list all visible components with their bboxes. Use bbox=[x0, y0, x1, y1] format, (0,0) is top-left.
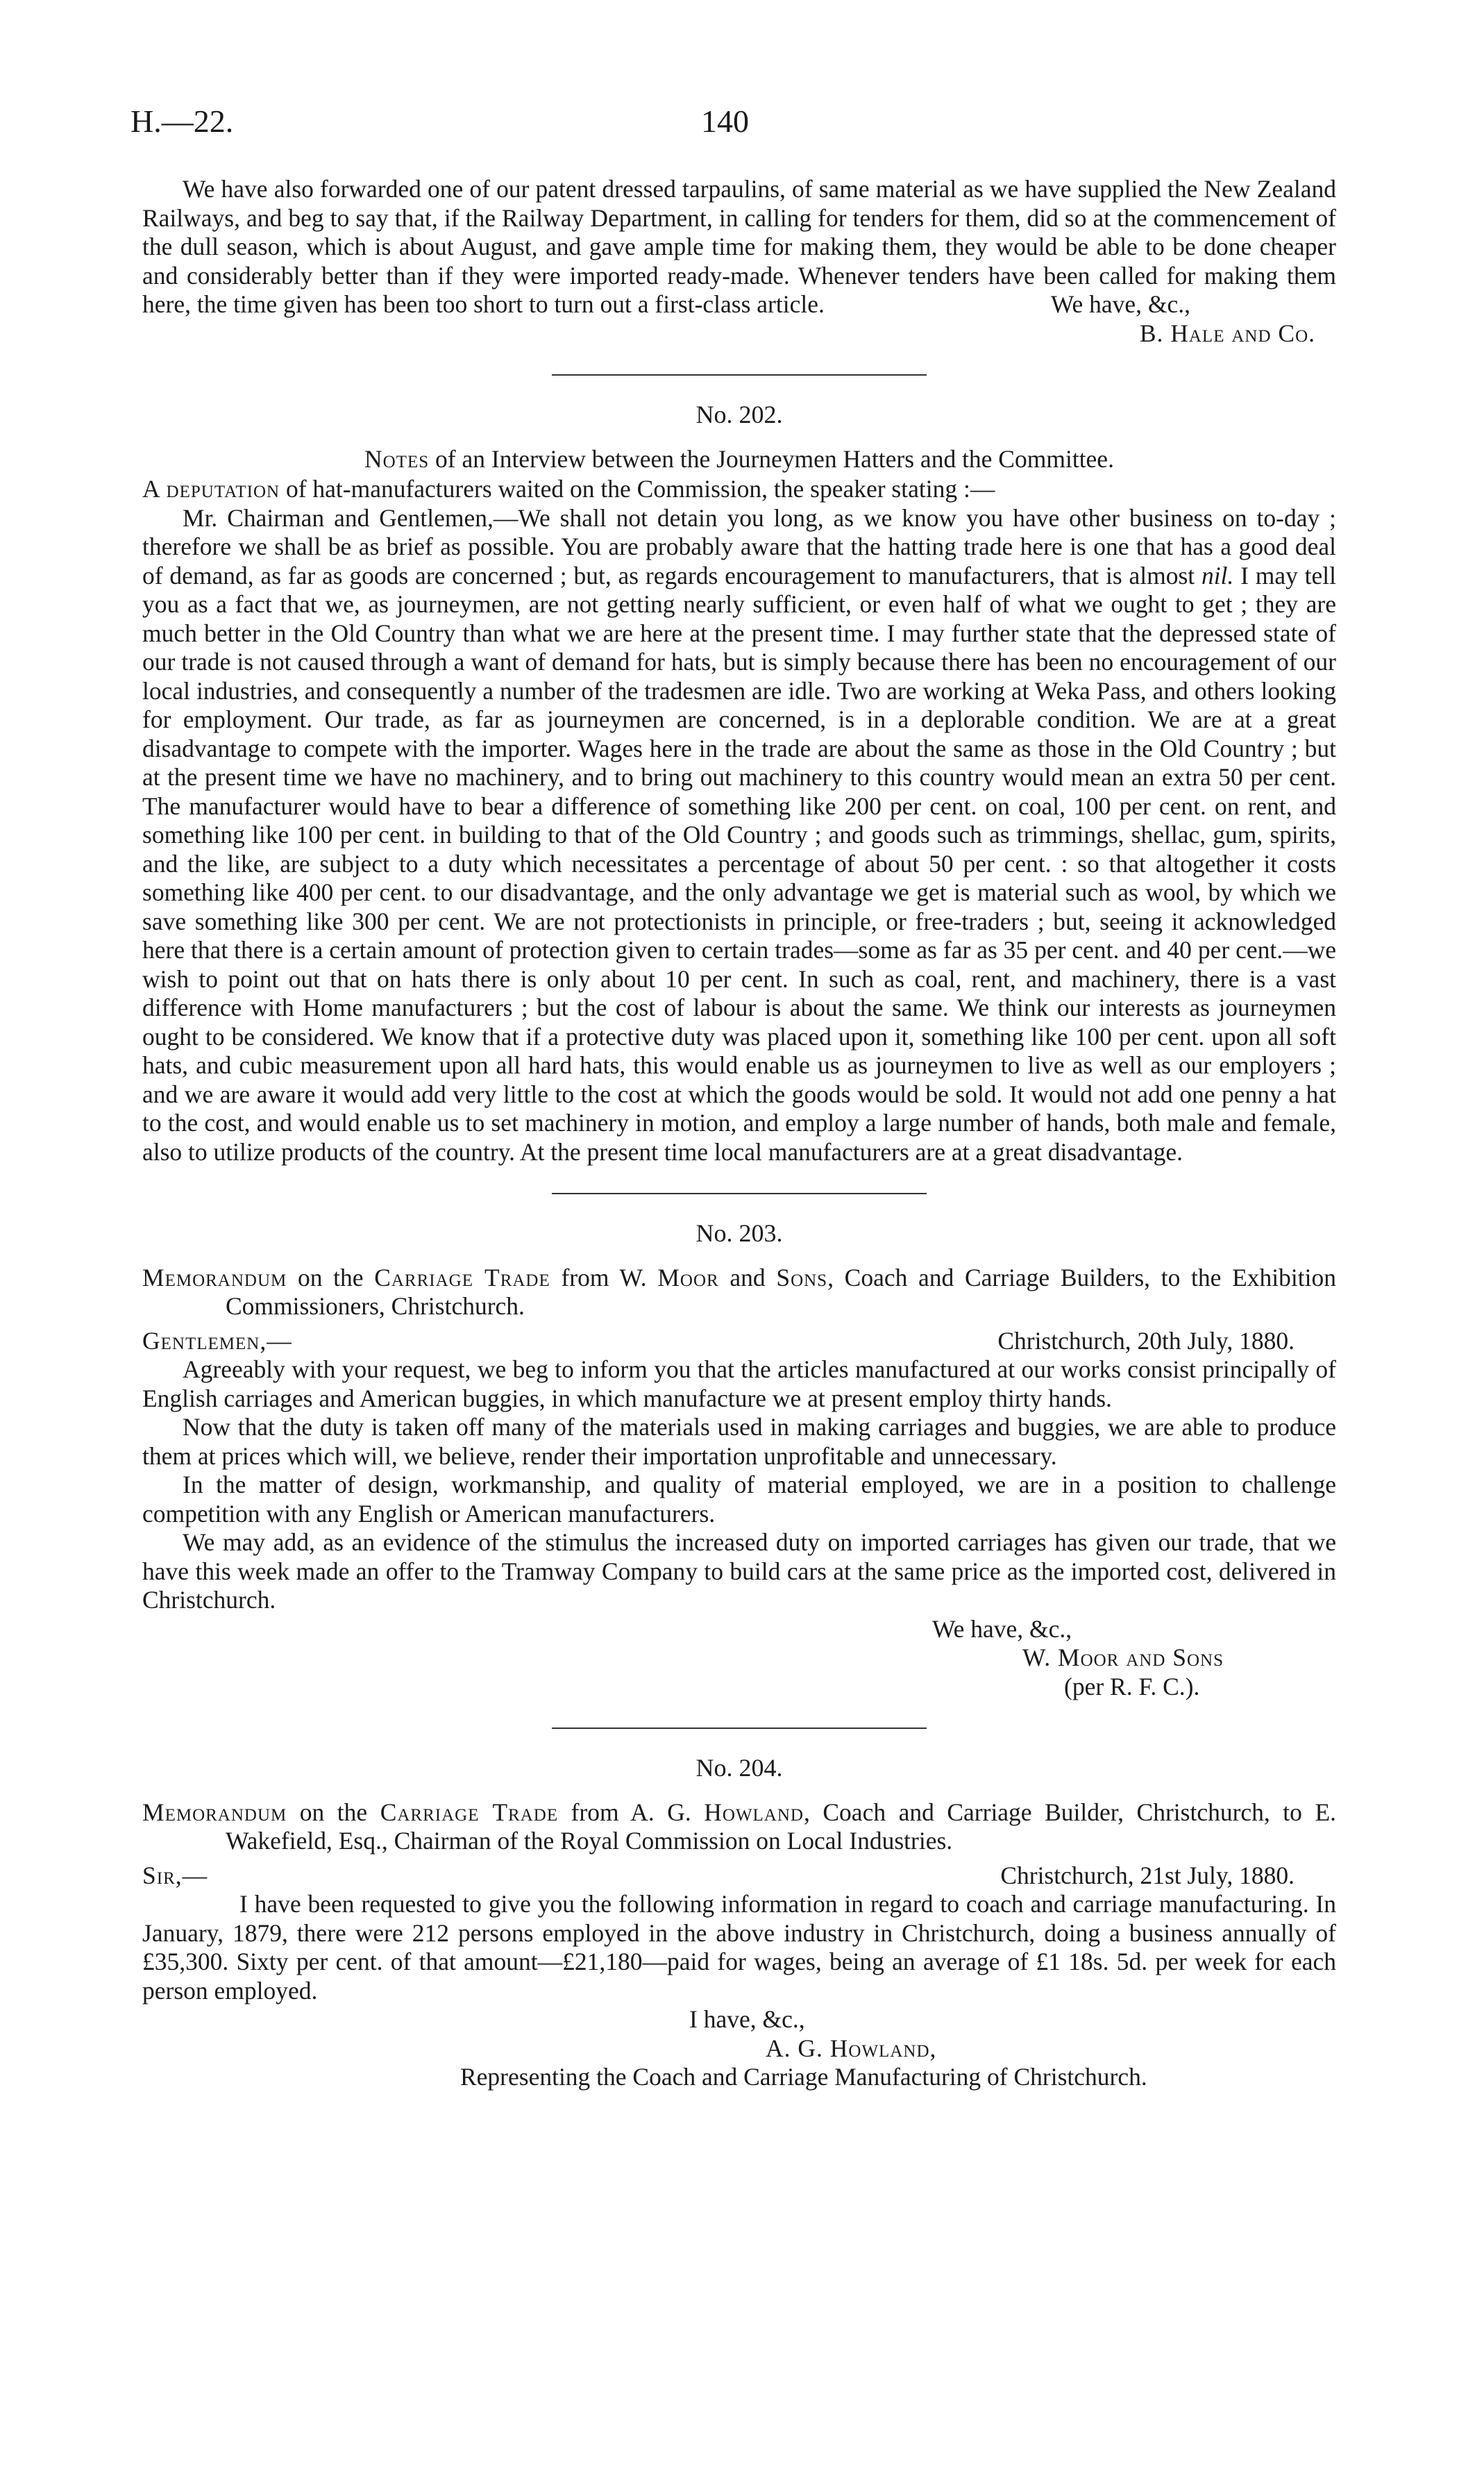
section-number: No. 203. bbox=[695, 1219, 783, 1247]
section-no-202 bbox=[142, 401, 1336, 1166]
memo-paragraph: Agreeably with your request, we beg to inform you that the articles manufactured at our works consist principally of English carriages and American buggies, in which manufacture we at present employ thirty hands. bbox=[142, 1355, 1336, 1412]
speech-paragraph bbox=[142, 504, 1336, 1167]
memo-paragraph: In the matter of design, workmanship, and quality of material employed, we are in a position to challenge competition with any English or American manufacturers. bbox=[142, 1471, 1336, 1528]
title-text: on the bbox=[287, 1798, 380, 1826]
title-caps: Memorandum bbox=[142, 1798, 287, 1826]
speech-italic: nil. bbox=[1201, 561, 1234, 589]
signature-block bbox=[142, 2005, 1336, 2092]
title-text: , Coach and Carriage Builders, to the Exhibition Commissioners, Christchurch. bbox=[226, 1263, 1336, 1320]
title-text: , Coach and Carriage Builder, Christchurch, to E. Wakefield, Esq., Chairman of the Royal Commission on Local Industries. bbox=[226, 1798, 1337, 1855]
title-caps: Sons bbox=[776, 1263, 828, 1291]
place-date: Christchurch, 20th July, 1880. bbox=[997, 1326, 1295, 1355]
title-text: on the bbox=[287, 1263, 375, 1291]
title-rest: of an Interview between the Journeymen Hatters and the Committee. bbox=[429, 444, 1114, 473]
title-text: from W. bbox=[550, 1263, 658, 1291]
salutation: Gentlemen,— bbox=[142, 1326, 292, 1355]
letter-201-continuation bbox=[142, 175, 1336, 348]
section-number: No. 202. bbox=[695, 401, 783, 428]
speech-part-1: Mr. Chairman and Gentlemen,—We shall not detain you long, as we know you have other business on to-day ; therefore we shall be as brief as possible. You are probably aware that the hatting trade here is one that has a good deal of demand, as far as goods are concerned ; but, as regards encouragement to manufacturers, that is almost bbox=[142, 503, 1336, 589]
title-caps: Moor bbox=[657, 1263, 719, 1291]
intro-line bbox=[142, 475, 1336, 504]
title-caps: Memorandum bbox=[142, 1263, 287, 1291]
title-caps: Notes bbox=[364, 444, 430, 473]
section-number: No. 204. bbox=[695, 1754, 783, 1782]
memo-paragraph: We may add, as an evidence of the stimulus the increased duty on imported carriages has given our trade, that we have this week made an offer to the Tramway Company to build cars at the same price as the imported cost, delivered in Christchurch. bbox=[142, 1528, 1336, 1614]
section-title bbox=[142, 445, 1336, 474]
memo-paragraph: I have been requested to give you the following information in regard to coach and carriage manufacturing. In January, 1879, there were 212 persons employed in the above industry in Christchurch, doing a business annually of £35,300. Sixty per cent. of that amount—£21,180—paid for wages, being an average of £1 18s. 5d. per week for each person employed. bbox=[142, 1890, 1336, 2005]
document-body bbox=[142, 175, 1336, 2092]
salutation-line bbox=[142, 1327, 1336, 1356]
title-caps: Carriage Trade bbox=[380, 1798, 559, 1826]
section-divider bbox=[552, 1728, 927, 1729]
letter-201-signature: B. Hale and Co. bbox=[1139, 319, 1315, 347]
title-caps: Carriage Trade bbox=[374, 1263, 550, 1291]
signature: W. Moor and Sons bbox=[1022, 1643, 1224, 1671]
intro-caps: A deputation bbox=[142, 475, 280, 503]
place-date: Christchurch, 21st July, 1880. bbox=[1000, 1861, 1295, 1889]
salutation: Sir,— bbox=[142, 1861, 208, 1889]
memo-paragraph: Now that the duty is taken off many of the materials used in making carriages and buggies, we are able to produce them at prices which will, we believe, render their importation unprofitable and unnecessary. bbox=[142, 1413, 1336, 1470]
title-caps: Howland bbox=[704, 1798, 804, 1826]
closing: We have, &c., bbox=[932, 1614, 1072, 1643]
section-no-204 bbox=[142, 1754, 1336, 2092]
title-text: from A. G. bbox=[558, 1798, 705, 1826]
title-text: and bbox=[718, 1263, 777, 1291]
memorandum-title bbox=[142, 1798, 1336, 1856]
section-no-203 bbox=[142, 1219, 1336, 1701]
intro-rest: of hat-manufacturers waited on the Commission, the speaker stating :— bbox=[280, 475, 995, 503]
signature: A. G. Howland, bbox=[766, 2034, 937, 2062]
page-number: 140 bbox=[701, 103, 749, 139]
speech-part-2: I may tell you as a fact that we, as journeymen, are not getting nearly sufficient, or even half of what we ought to get ; they are much better in the Old Country than what we are here at the present time. I may further state that the depressed state of our trade is not caused through a want of demand for hats, but is simply because there has been no encouragement of our local industries, and consequently a number of the tradesmen are idle. Two are working at Weka Pass, and others looking for employment. Our trade, as far as journeymen are concerned, is in a deplorable condition. We are at a great disadvantage to compete with the importer. Wages here in the trade are about the same as those in the Old Country ; but at the present time we have no machinery, and to bring out machinery to this country would mean an extra 50 per cent. The manufacturer would have to bear a difference of something like 200 per cent. on coal, 100 per cent. on rent, and something like 100 per cent. in building to that of the Old Country ; and goods such as trimmings, shellac, gum, spirits, and the like, are subject to a duty which necessitates a percentage of about 50 per cent. : so that altogether it costs something like 400 per cent. to our disadvantage, and the only advantage we get is material such as wool, by which we save something like 300 per cent. We are not protectionists in principle, or free-traders ; but, seeing it acknowledged here that there is a certain amount of protection given to certain trades—some as far as 35 per cent. and 40 per cent.—we wish to point out that on hats there is only about 10 per cent. In such as coal, rent, and machinery, there is a vast difference with Home manufacturers ; but the cost of labour is about the same. We think our interests as journeymen ought to be considered. We know that if a protective duty was placed upon it, something like 100 per cent. upon all soft hats, and cubic measurement upon all hard hats, this would enable us as journeymen to live as well as our employers ; and we are aware it would add very little to the cost at which the goods would be sold. It would not add one penny a hat to the cost, and would enable us to set machinery in motion, and employ a large number of hands, both male and female, also to utilize products of the country. At the present time local manufacturers are at a great disadvantage. bbox=[142, 561, 1336, 1166]
salutation-line bbox=[142, 1862, 1336, 1891]
page-header bbox=[0, 103, 1484, 144]
signature-title: Representing the Coach and Carriage Manufacturing of Christchurch. bbox=[460, 2063, 1147, 2091]
letter-201-closing: We have, &c., bbox=[1050, 290, 1190, 318]
section-divider bbox=[552, 374, 927, 376]
letter-201-paragraph: We have also forwarded one of our patent dressed tarpaulins, of same material as we have supplied the New Zealand Railways, and beg to say that, if the Railway Department, in calling for tenders for them, did so at the commencement of the dull season, which is about August, and gave ample time for making them, they would be able to be done cheaper and considerably better than if they were imported ready-made. Whenever tenders have been called for making them here, the time given has been too short to turn out a first-class article. bbox=[142, 175, 1336, 318]
signature-block bbox=[142, 1615, 1336, 1702]
paper-reference: H.—22. bbox=[130, 103, 234, 139]
section-divider bbox=[552, 1193, 927, 1194]
memorandum-title bbox=[142, 1264, 1336, 1321]
signature-note: (per R. F. C.). bbox=[1064, 1672, 1200, 1700]
closing: I have, &c., bbox=[689, 2005, 805, 2033]
